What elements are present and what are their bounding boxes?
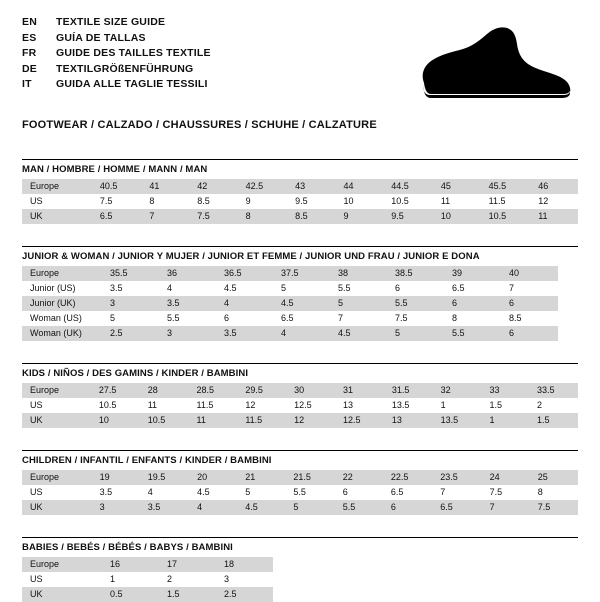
cell: 39 — [444, 266, 501, 281]
row-label: US — [22, 194, 92, 209]
cell: 12 — [286, 413, 335, 428]
cell: 11 — [140, 398, 189, 413]
cell: 4 — [216, 296, 273, 311]
row-label: Woman (UK) — [22, 326, 102, 341]
cell: 5.5 — [285, 485, 334, 500]
cell: 9.5 — [383, 209, 433, 224]
cell: 11 — [530, 209, 578, 224]
cell: 20 — [189, 470, 237, 485]
cell: 2 — [529, 398, 578, 413]
document-header — [22, 16, 578, 106]
table-row — [22, 194, 578, 209]
row-label: US — [22, 485, 92, 500]
cell: 10 — [336, 194, 384, 209]
language-row — [22, 78, 211, 94]
cell: 6.5 — [92, 209, 142, 224]
row-label: UK — [22, 500, 92, 515]
cell: 9.5 — [287, 194, 335, 209]
row-label: Junior (UK) — [22, 296, 102, 311]
table-row — [22, 296, 558, 311]
row-label: Junior (US) — [22, 281, 102, 296]
cell: 5 — [102, 311, 159, 326]
cell: 19.5 — [140, 470, 189, 485]
size-group-kids — [22, 363, 578, 428]
cell: 6 — [335, 485, 383, 500]
size-group-children — [22, 450, 578, 515]
cell: 4 — [159, 281, 216, 296]
size-table-junior-woman — [22, 266, 558, 341]
cell: 13.5 — [384, 398, 433, 413]
cell: 11.5 — [481, 194, 531, 209]
row-label: UK — [22, 209, 92, 224]
cell: 1.5 — [159, 587, 216, 602]
cell: 17 — [159, 557, 216, 572]
row-label: Europe — [22, 557, 102, 572]
divider — [22, 246, 578, 247]
table-row — [22, 179, 578, 194]
table-row — [22, 311, 558, 326]
language-row — [22, 16, 211, 32]
cell: 8.5 — [287, 209, 335, 224]
cell: 4.5 — [216, 281, 273, 296]
table-row — [22, 500, 578, 515]
cell: 6.5 — [383, 485, 432, 500]
cell: 1.5 — [481, 398, 529, 413]
cell: 4 — [140, 485, 189, 500]
size-table-babies — [22, 557, 273, 602]
cell: 31.5 — [384, 383, 433, 398]
cell: 5 — [273, 281, 330, 296]
table-row — [22, 326, 558, 341]
language-row — [22, 47, 211, 63]
cell: 6 — [444, 296, 501, 311]
cell: 12.5 — [335, 413, 384, 428]
cell: 6 — [216, 311, 273, 326]
group-title: JUNIOR & WOMAN / JUNIOR Y MUJER / JUNIOR ET FEMME / JUNIOR UND FRAU / JUNIOR E DONA — [22, 251, 480, 262]
language-title: GUIDE DES TAILLES TEXTILE — [56, 47, 211, 59]
language-code: ES — [22, 31, 37, 44]
cell: 44 — [336, 179, 384, 194]
row-label: US — [22, 572, 102, 587]
cell: 5.5 — [444, 326, 501, 341]
size-table-man — [22, 179, 578, 224]
cell: 7 — [432, 485, 481, 500]
cell: 27.5 — [91, 383, 140, 398]
cell: 18 — [216, 557, 273, 572]
cell: 5.5 — [387, 296, 444, 311]
language-code: FR — [22, 47, 37, 59]
cell: 6 — [383, 500, 432, 515]
cell: 3.5 — [216, 326, 273, 341]
cell: 3 — [92, 500, 140, 515]
cell: 6 — [501, 326, 558, 341]
table-row — [22, 557, 273, 572]
cell: 4.5 — [273, 296, 330, 311]
cell: 5 — [387, 326, 444, 341]
cell: 8.5 — [189, 194, 237, 209]
cell: 2 — [159, 572, 216, 587]
cell: 6.5 — [432, 500, 481, 515]
cell: 5 — [237, 485, 285, 500]
divider — [22, 159, 578, 160]
cell: 6 — [387, 281, 444, 296]
size-group-babies — [22, 537, 578, 602]
cell: 7.5 — [482, 485, 530, 500]
cell: 28.5 — [189, 383, 238, 398]
cell: 3 — [216, 572, 273, 587]
cell: 1 — [102, 572, 159, 587]
cell: 10.5 — [481, 209, 531, 224]
group-title: KIDS / NIÑOS / DES GAMINS / KINDER / BAMBINI — [22, 368, 249, 379]
cell: 38 — [330, 266, 387, 281]
cell: 36 — [159, 266, 216, 281]
cell: 9 — [336, 209, 384, 224]
cell: 45.5 — [481, 179, 531, 194]
cell: 11 — [189, 413, 238, 428]
size-table-children — [22, 470, 578, 515]
cell: 4 — [273, 326, 330, 341]
language-row — [22, 63, 211, 79]
group-title: BABIES / BEBÉS / BÉBÉS / BABYS / BAMBINI — [22, 542, 233, 553]
size-group-man — [22, 159, 578, 224]
cell: 13.5 — [433, 413, 482, 428]
row-label: Woman (US) — [22, 311, 102, 326]
cell: 3 — [102, 296, 159, 311]
language-code: DE — [22, 62, 37, 75]
cell: 4.5 — [237, 500, 285, 515]
size-group-junior-woman — [22, 246, 578, 341]
cell: 41 — [141, 179, 189, 194]
cell: 3.5 — [159, 296, 216, 311]
language-title: TEXTILE SIZE GUIDE — [56, 16, 166, 28]
cell: 21.5 — [285, 470, 334, 485]
cell: 33.5 — [529, 383, 578, 398]
cell: 10.5 — [383, 194, 433, 209]
cell: 7.5 — [189, 209, 237, 224]
cell: 10 — [91, 413, 140, 428]
group-title: MAN / HOMBRE / HOMME / MANN / MAN — [22, 164, 208, 175]
row-label: US — [22, 398, 91, 413]
cell: 19 — [92, 470, 140, 485]
cell: 4 — [189, 500, 237, 515]
cell: 11.5 — [237, 413, 286, 428]
table-row — [22, 572, 273, 587]
cell: 7 — [482, 500, 530, 515]
cell: 28 — [140, 383, 189, 398]
table-row — [22, 470, 578, 485]
language-code: IT — [22, 78, 32, 90]
cell: 7.5 — [387, 311, 444, 326]
cell: 5 — [285, 500, 334, 515]
table-row — [22, 398, 578, 413]
cell: 6.5 — [444, 281, 501, 296]
cell: 46 — [530, 179, 578, 194]
cell: 32 — [433, 383, 482, 398]
size-table-kids — [22, 383, 578, 428]
cell: 8 — [444, 311, 501, 326]
cell: 10 — [433, 209, 481, 224]
language-code: EN — [22, 16, 37, 28]
cell: 2.5 — [216, 587, 273, 602]
cell: 22 — [335, 470, 383, 485]
cell: 23.5 — [432, 470, 481, 485]
language-row — [22, 32, 211, 48]
cell: 21 — [237, 470, 285, 485]
cell: 5.5 — [159, 311, 216, 326]
cell: 31 — [335, 383, 384, 398]
cell: 3.5 — [102, 281, 159, 296]
cell: 10.5 — [140, 413, 189, 428]
cell: 3 — [159, 326, 216, 341]
cell: 44.5 — [383, 179, 433, 194]
cell: 22.5 — [383, 470, 432, 485]
cell: 45 — [433, 179, 481, 194]
cell: 6.5 — [273, 311, 330, 326]
table-row — [22, 209, 578, 224]
cell: 11.5 — [189, 398, 238, 413]
cell: 43 — [287, 179, 335, 194]
cell: 30 — [286, 383, 335, 398]
language-title: TEXTILGRÖßENFÜHRUNG — [56, 62, 194, 75]
cell: 7.5 — [530, 500, 578, 515]
cell: 7 — [330, 311, 387, 326]
cell: 29.5 — [237, 383, 286, 398]
cell: 12 — [530, 194, 578, 209]
cell: 8 — [530, 485, 578, 500]
row-label: Europe — [22, 470, 92, 485]
cell: 25 — [530, 470, 578, 485]
table-row — [22, 266, 558, 281]
cell: 13 — [384, 413, 433, 428]
category-title: FOOTWEAR / CALZADO / CHAUSSURES / SCHUHE / CALZATURE — [22, 119, 377, 131]
cell: 16 — [102, 557, 159, 572]
cell: 0.5 — [102, 587, 159, 602]
row-label: Europe — [22, 383, 91, 398]
cell: 37.5 — [273, 266, 330, 281]
language-title: GUÍA DE TALLAS — [56, 31, 146, 44]
cell: 42 — [189, 179, 237, 194]
cell: 7 — [501, 281, 558, 296]
table-row — [22, 383, 578, 398]
language-list — [22, 16, 211, 94]
cell: 1 — [481, 413, 529, 428]
cell: 7 — [141, 209, 189, 224]
cell: 8.5 — [501, 311, 558, 326]
cell: 13 — [335, 398, 384, 413]
cell: 8 — [238, 209, 288, 224]
divider — [22, 450, 578, 451]
table-row — [22, 413, 578, 428]
cell: 6 — [501, 296, 558, 311]
row-label: Europe — [22, 179, 92, 194]
cell: 3.5 — [92, 485, 140, 500]
cell: 5.5 — [330, 281, 387, 296]
cell: 4.5 — [189, 485, 237, 500]
cell: 12 — [237, 398, 286, 413]
cell: 1.5 — [529, 413, 578, 428]
cell: 5.5 — [335, 500, 383, 515]
cell: 33 — [481, 383, 529, 398]
group-title: CHILDREN / INFANTIL / ENFANTS / KINDER / BAMBINI — [22, 455, 272, 466]
divider — [22, 537, 578, 538]
cell: 3.5 — [140, 500, 189, 515]
cell: 8 — [141, 194, 189, 209]
cell: 9 — [238, 194, 288, 209]
cell: 40 — [501, 266, 558, 281]
row-label: Europe — [22, 266, 102, 281]
table-row — [22, 281, 558, 296]
cell: 2.5 — [102, 326, 159, 341]
cell: 38.5 — [387, 266, 444, 281]
table-row — [22, 485, 578, 500]
cell: 35.5 — [102, 266, 159, 281]
cell: 11 — [433, 194, 481, 209]
language-title: GUIDA ALLE TAGLIE TESSILI — [56, 78, 208, 90]
cell: 42.5 — [238, 179, 288, 194]
cell: 10.5 — [91, 398, 140, 413]
row-label: UK — [22, 587, 102, 602]
cell: 36.5 — [216, 266, 273, 281]
divider — [22, 363, 578, 364]
cell: 5 — [330, 296, 387, 311]
cell: 40.5 — [92, 179, 142, 194]
cell: 7.5 — [92, 194, 142, 209]
cell: 1 — [433, 398, 482, 413]
dress-shoe-icon — [387, 20, 572, 106]
cell: 24 — [482, 470, 530, 485]
row-label: UK — [22, 413, 91, 428]
cell: 12.5 — [286, 398, 335, 413]
cell: 4.5 — [330, 326, 387, 341]
